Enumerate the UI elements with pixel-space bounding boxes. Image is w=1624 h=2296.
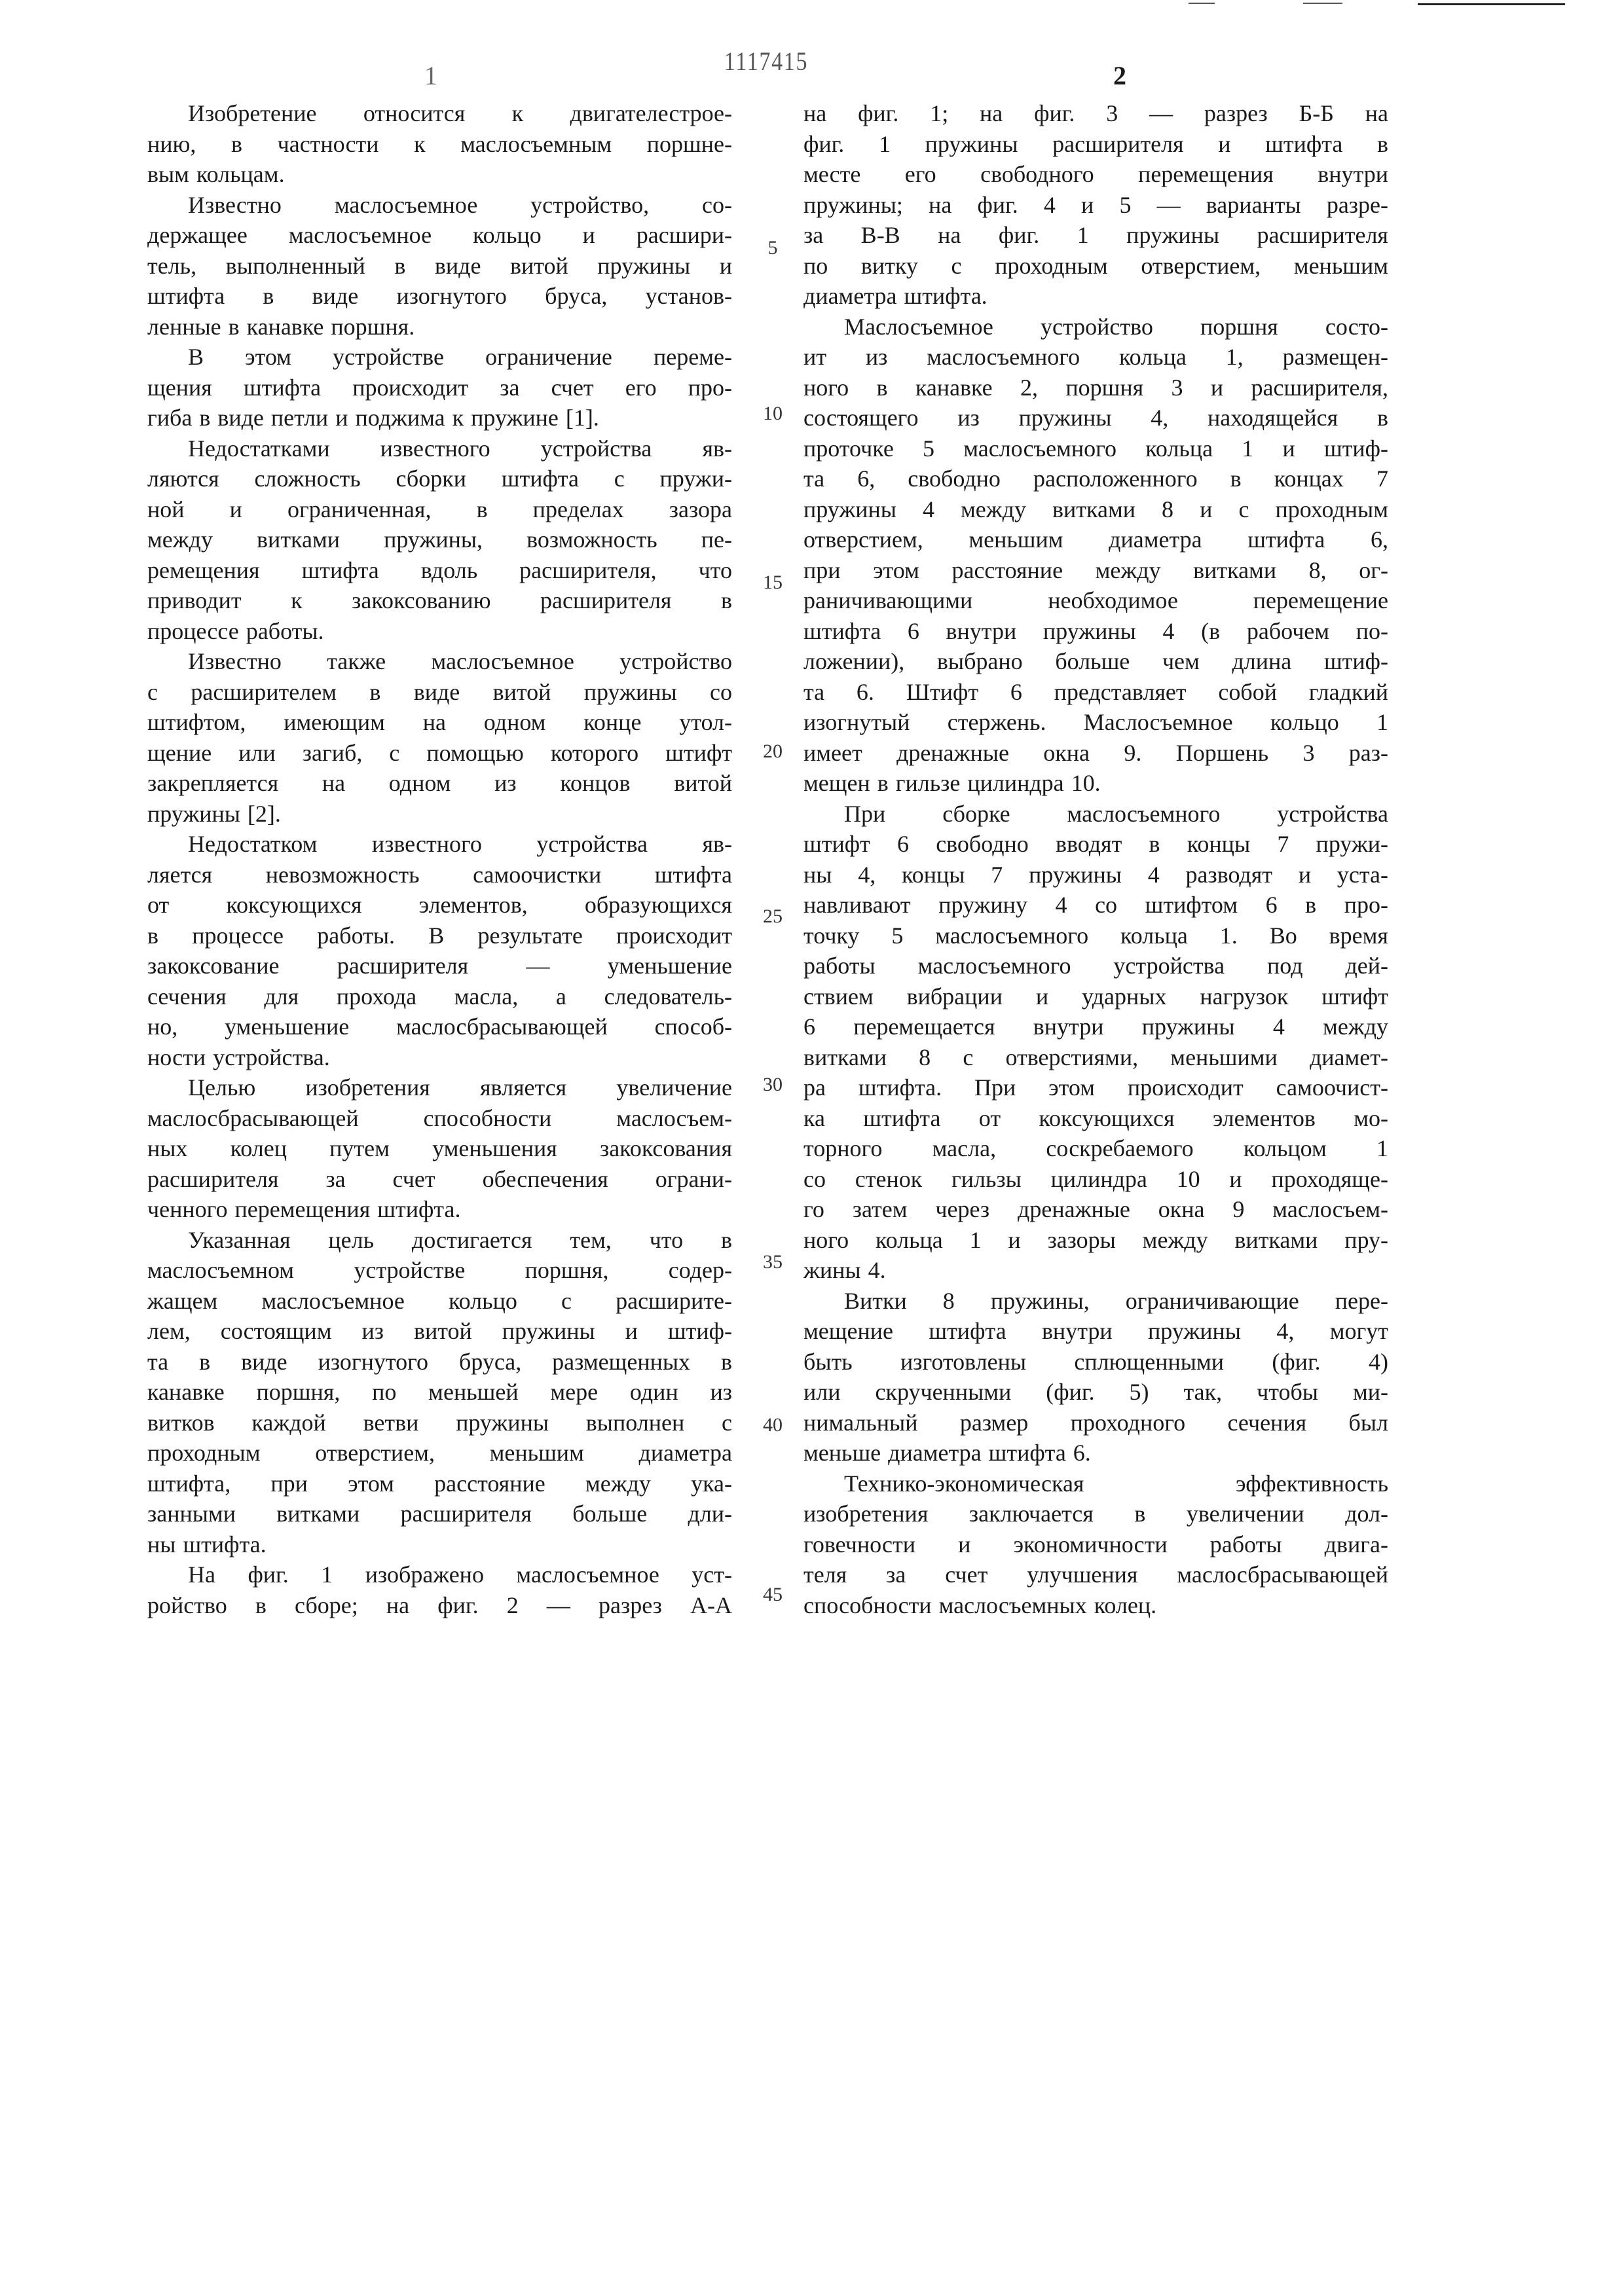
line-number: 5 xyxy=(753,237,792,259)
text-line: меньше диаметра штифта 6. xyxy=(803,1438,1388,1468)
line-number: 20 xyxy=(753,740,792,763)
text-line: закрепляется на одном из концов витой xyxy=(147,768,732,799)
text-line: ны штифта. xyxy=(147,1529,732,1560)
text-line: штифта, при этом расстояние между ука- xyxy=(147,1468,732,1499)
text-line: ройство в сборе; на фиг. 2 — разрез А-А xyxy=(147,1590,732,1621)
text-line: ного в канавке 2, поршня 3 и расширителя, xyxy=(803,373,1388,403)
text-line: го затем через дренажные окна 9 маслосъем- xyxy=(803,1194,1388,1225)
text-line: ляются сложность сборки штифта с пружи- xyxy=(147,464,732,494)
text-line: состоящего из пружины 4, находящейся в xyxy=(803,403,1388,433)
scan-artifact-dots xyxy=(1303,3,1342,4)
text-line: ляется невозможность самоочистки штифта xyxy=(147,860,732,890)
scan-artifact-line xyxy=(1418,3,1565,5)
patent-number: 1117415 xyxy=(722,46,811,77)
text-line: штифт 6 свободно вводят в концы 7 пружи- xyxy=(803,829,1388,860)
paragraph xyxy=(803,1286,1388,1468)
text-line: Целью изобретения является увеличение xyxy=(147,1072,732,1103)
text-line: процессе работы. xyxy=(147,616,732,647)
text-line: изобретения заключается в увеличении дол- xyxy=(803,1499,1388,1529)
text-line: держащее маслосъемное кольцо и расшири- xyxy=(147,220,732,251)
line-number: 30 xyxy=(753,1074,792,1096)
text-line: гиба в виде петли и поджима к пружине [1]. xyxy=(147,403,732,433)
text-line: та 6. Штифт 6 представляет собой гладкий xyxy=(803,677,1388,708)
text-line: Маслосъемное устройство поршня состо- xyxy=(803,312,1388,342)
text-line: на фиг. 1; на фиг. 3 — разрез Б-Б на xyxy=(803,98,1388,129)
text-line: ной и ограниченная, в пределах зазора xyxy=(147,494,732,525)
text-line: Изобретение относится к двигателестрое- xyxy=(147,98,732,129)
text-line: но, уменьшение маслосбрасывающей способ- xyxy=(147,1011,732,1042)
paragraph xyxy=(803,312,1388,799)
text-line: нимальный размер проходного сечения был xyxy=(803,1408,1388,1438)
paragraph xyxy=(803,799,1388,1286)
text-line: ны 4, концы 7 пружины 4 разводят и уста- xyxy=(803,860,1388,890)
text-line: тель, выполненный в виде витой пружины и xyxy=(147,251,732,282)
text-line: ного кольца 1 и зазоры между витками пру- xyxy=(803,1225,1388,1256)
line-number: 10 xyxy=(753,403,792,425)
text-line: штифта в виде изогнутого бруса, установ- xyxy=(147,281,732,312)
text-line: при этом расстояние между витками 8, ог- xyxy=(803,555,1388,586)
line-number: 45 xyxy=(753,1584,792,1606)
text-line: ных колец путем уменьшения закоксования xyxy=(147,1133,732,1164)
text-line: При сборке маслосъемного устройства xyxy=(803,799,1388,829)
text-line: способности маслосъемных колец. xyxy=(803,1590,1388,1621)
text-line: точку 5 маслосъемного кольца 1. Во время xyxy=(803,920,1388,951)
text-line: ремещения штифта вдоль расширителя, что xyxy=(147,555,732,586)
text-line: та в виде изогнутого бруса, размещенных в xyxy=(147,1347,732,1377)
text-line: месте его свободного перемещения внутри xyxy=(803,159,1388,190)
text-line: мещение штифта внутри пружины 4, могут xyxy=(803,1316,1388,1347)
paragraph xyxy=(803,98,1388,312)
text-line: торного масла, соскребаемого кольцом 1 xyxy=(803,1133,1388,1164)
line-number: 40 xyxy=(753,1414,792,1436)
text-line: расширителя за счет обеспечения ограни- xyxy=(147,1164,732,1195)
text-line: Указанная цель достигается тем, что в xyxy=(147,1225,732,1256)
text-line: В этом устройстве ограничение переме- xyxy=(147,342,732,373)
text-line: между витками пружины, возможность пе- xyxy=(147,524,732,555)
text-line: ра штифта. При этом происходит самоочист- xyxy=(803,1072,1388,1103)
text-line: нию, в частности к маслосъемным поршне- xyxy=(147,129,732,160)
text-line: щение или загиб, с помощью которого штифт xyxy=(147,738,732,769)
left-text-column xyxy=(147,98,732,1620)
text-line: ленные в канавке поршня. xyxy=(147,312,732,342)
text-line: проходным отверстием, меньшим диаметра xyxy=(147,1438,732,1468)
text-line: штифтом, имеющим на одном конце утол- xyxy=(147,707,732,738)
text-line: маслосбрасывающей способности маслосъем- xyxy=(147,1103,732,1134)
text-line: витками 8 с отверстиями, меньшими диамет- xyxy=(803,1042,1388,1073)
text-line: жины 4. xyxy=(803,1255,1388,1286)
text-line: ка штифта от коксующихся элементов мо- xyxy=(803,1103,1388,1134)
text-line: по витку с проходным отверстием, меньшим xyxy=(803,251,1388,282)
text-line: имеет дренажные окна 9. Поршень 3 раз- xyxy=(803,738,1388,769)
paragraph xyxy=(147,342,732,433)
paragraph xyxy=(147,1072,732,1225)
text-line: ложении), выбрано больше чем длина штиф- xyxy=(803,646,1388,677)
paragraph xyxy=(147,829,732,1072)
line-number: 35 xyxy=(753,1251,792,1273)
text-line: Известно маслосъемное устройство, со- xyxy=(147,190,732,221)
text-line: пружины [2]. xyxy=(147,799,732,829)
text-line: штифта 6 внутри пружины 4 (в рабочем по- xyxy=(803,616,1388,647)
text-line: Недостатками известного устройства яв- xyxy=(147,433,732,464)
text-line: та 6, свободно расположенного в концах 7 xyxy=(803,464,1388,494)
paragraph xyxy=(803,1468,1388,1621)
text-line: ности устройства. xyxy=(147,1042,732,1073)
text-line: приводит к закоксованию расширителя в xyxy=(147,585,732,616)
text-line: от коксующихся элементов, образующихся xyxy=(147,890,732,920)
text-line: изогнутый стержень. Маслосъемное кольцо 1 xyxy=(803,707,1388,738)
line-number: 15 xyxy=(753,572,792,594)
text-line: проточке 5 маслосъемного кольца 1 и штиф- xyxy=(803,433,1388,464)
text-line: фиг. 1 пружины расширителя и штифта в xyxy=(803,129,1388,160)
text-line: мещен в гильзе цилиндра 10. xyxy=(803,768,1388,799)
scan-artifact-dots xyxy=(1189,3,1215,4)
text-line: пружины; на фиг. 4 и 5 — варианты разре- xyxy=(803,190,1388,221)
text-line: Известно также маслосъемное устройство xyxy=(147,646,732,677)
paragraph xyxy=(147,1225,732,1560)
text-line: канавке поршня, по меньшей мере один из xyxy=(147,1377,732,1408)
text-line: занными витками расширителя больше дли- xyxy=(147,1499,732,1529)
right-text-column xyxy=(803,98,1388,1620)
text-line: диаметра штифта. xyxy=(803,281,1388,312)
text-line: или скрученными (фиг. 5) так, чтобы ми- xyxy=(803,1377,1388,1408)
column-number-left: 1 xyxy=(424,60,437,91)
text-line: маслосъемном устройстве поршня, содер- xyxy=(147,1255,732,1286)
text-line: говечности и экономичности работы двига- xyxy=(803,1529,1388,1560)
paragraph xyxy=(147,433,732,647)
text-line: 6 перемещается внутри пружины 4 между xyxy=(803,1011,1388,1042)
paragraph xyxy=(147,190,732,342)
text-line: отверстием, меньшим диаметра штифта 6, xyxy=(803,524,1388,555)
text-line: жащем маслосъемное кольцо с расширите- xyxy=(147,1286,732,1317)
text-line: за В-В на фиг. 1 пружины расширителя xyxy=(803,220,1388,251)
paragraph xyxy=(147,646,732,829)
text-line: быть изготовлены сплющенными (фиг. 4) xyxy=(803,1347,1388,1377)
text-line: со стенок гильзы цилиндра 10 и проходяще- xyxy=(803,1164,1388,1195)
line-number: 25 xyxy=(753,905,792,928)
text-line: щения штифта происходит за счет его про- xyxy=(147,373,732,403)
text-line: раничивающими необходимое перемещение xyxy=(803,585,1388,616)
text-line: Недостатком известного устройства яв- xyxy=(147,829,732,860)
text-line: теля за счет улучшения маслосбрасывающей xyxy=(803,1559,1388,1590)
text-line: сечения для прохода масла, а следователь- xyxy=(147,981,732,1012)
text-line: ствием вибрации и ударных нагрузок штифт xyxy=(803,981,1388,1012)
text-line: витков каждой ветви пружины выполнен с xyxy=(147,1408,732,1438)
text-line: Технико-экономическая эффективность xyxy=(803,1468,1388,1499)
paragraph xyxy=(147,98,732,190)
text-line: вым кольцам. xyxy=(147,159,732,190)
text-line: ченного перемещения штифта. xyxy=(147,1194,732,1225)
text-line: ит из маслосъемного кольца 1, размещен- xyxy=(803,342,1388,373)
text-line: навливают пружину 4 со штифтом 6 в про- xyxy=(803,890,1388,920)
text-line: закоксование расширителя — уменьшение xyxy=(147,951,732,981)
column-number-right: 2 xyxy=(1113,60,1126,91)
text-line: На фиг. 1 изображено маслосъемное уст- xyxy=(147,1559,732,1590)
text-line: пружины 4 между витками 8 и с проходным xyxy=(803,494,1388,525)
text-line: лем, состоящим из витой пружины и штиф- xyxy=(147,1316,732,1347)
text-line: с расширителем в виде витой пружины со xyxy=(147,677,732,708)
text-line: в процессе работы. В результате происходит xyxy=(147,920,732,951)
text-line: Витки 8 пружины, ограничивающие пере- xyxy=(803,1286,1388,1317)
text-line: работы маслосъемного устройства под дей- xyxy=(803,951,1388,981)
paragraph xyxy=(147,1559,732,1620)
